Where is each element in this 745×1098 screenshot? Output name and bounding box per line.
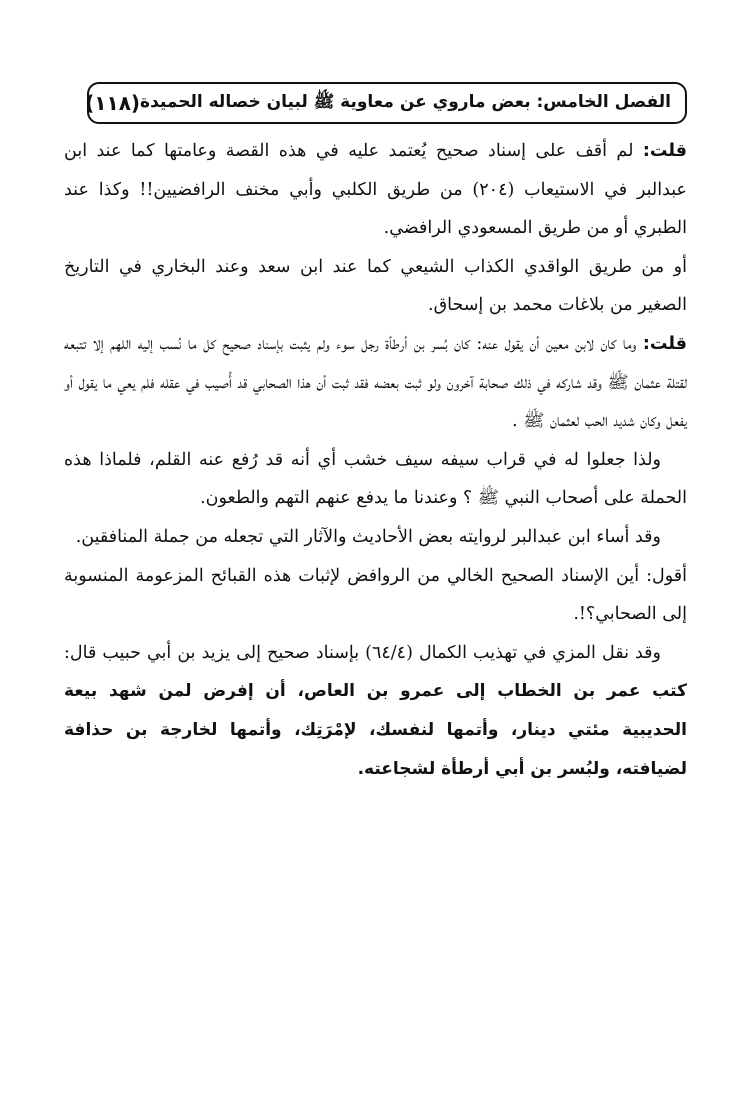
paragraph-4	[64, 441, 687, 518]
paragraph-3	[64, 325, 687, 441]
page-body	[64, 132, 687, 788]
paragraph-5	[64, 518, 687, 557]
paragraph-7	[64, 634, 687, 788]
paragraph-text: لم أقف على إسناد صحيح يُعتمد عليه في هذه القصة وعامتها كما عند ابن عبدالبر في الاستيعاب (٢٠٤) من طريق الكلبي وأبي مخنف الرافضيين!! وكذا عند الطبري أو من طريق المسعودي الرافضي.	[64, 141, 687, 239]
paragraph-lead: قلت:	[642, 141, 687, 161]
paragraph-lead: قلت:	[642, 333, 687, 354]
quoted-text: كتب عمر بن الخطاب إلى عمرو بن العاص، أن إفرض لمن شهد بيعة الحديبية مئتي دينار، وأتمها لنفسك، لإمْرَتِك، وأتمها لخارجة بن حذافة لضيافته، ولبُسر بن أبي أرطأة لشجاعته.	[64, 681, 687, 779]
paragraph-text: أو من طريق الواقدي الكذاب الشيعي كما عند ابن سعد وعند البخاري في التاريخ الصغير من بلاغات محمد بن إسحاق.	[64, 256, 687, 316]
paragraph-1	[64, 132, 687, 248]
paragraph-6	[64, 557, 687, 634]
paragraph-2	[64, 248, 687, 325]
paragraph-text: وقد أساء ابن عبدالبر لروايته بعض الأحاديث والآثار التي تجعله من جملة المنافقين.	[75, 526, 661, 547]
paragraph-text: أقول: أين الإسناد الصحيح الخالي من الروافض لإثبات هذه القبائح المزعومة المنسوبة إلى الصحابي؟!.	[64, 565, 687, 625]
paragraph-text: وقد نقل المزي في تهذيب الكمال (٦٤/٤) بإسناد صحيح إلى يزيد بن أبي حبيب قال:	[64, 642, 661, 663]
page-header	[87, 82, 687, 124]
paragraph-text: ولذا جعلوا له في قراب سيفه سيف خشب أي أنه قد رُفع عنه القلم، فلماذا هذه الحملة على أصحاب النبي ﷺ ؟ وعندنا ما يدفع عنهم التهم والطعون.	[64, 449, 687, 509]
page-number: (١١٨)	[85, 91, 141, 115]
paragraph-text: وما كان لابن معين أن يقول عنه: كان بُسر بن أرطأة رجل سوء ولم يثبت بإسناد صحيح كل ما نُسب إليه اللهم إلا تتبعه لقتلة عثمان ﷺ وقد شاركه في ذلك صحابة آخرون ولو ثبت بعضه فقد ثبت أن هذا الصحابي قد أُصيب في عقله فلم يعي ما يقول أو يفعل وكان شديد الحب لعثمان ﷺ .	[64, 333, 687, 432]
chapter-title: الفصل الخامس: بعض ماروي عن معاوية ﷺ لبيان خصاله الحميدة	[140, 91, 671, 112]
